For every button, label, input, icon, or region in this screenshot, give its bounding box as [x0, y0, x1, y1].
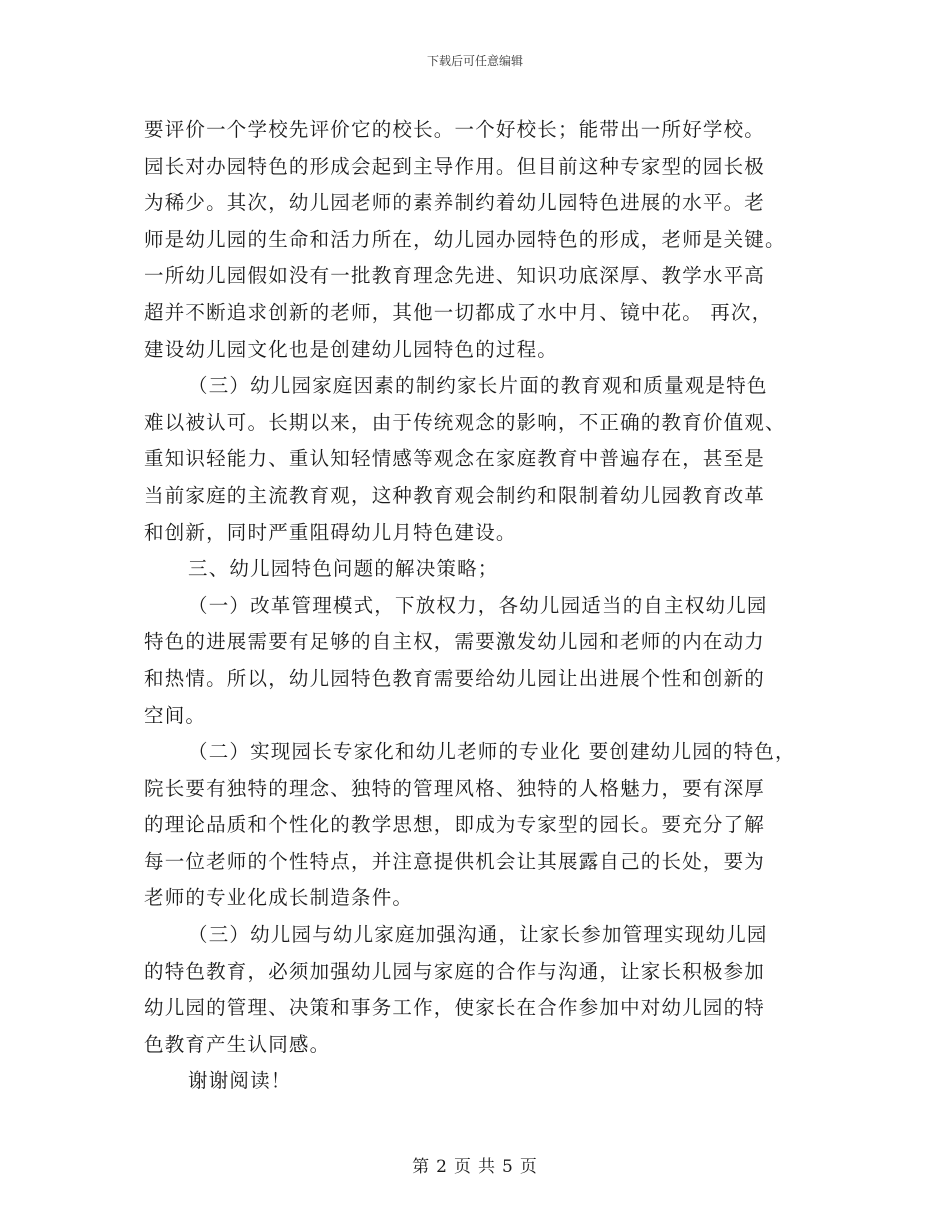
text-line: 重知识轻能力、重认知轻情感等观念在家庭教育中普遍存在，甚至是 [144, 447, 766, 471]
text-line: 当前家庭的主流教育观，这种教育观会制约和限制着幼儿园教育改革 [144, 483, 766, 507]
footer-prefix: 第 [412, 1157, 431, 1177]
total-pages-number: 5 [502, 1157, 514, 1177]
text-line: 特色的进展需要有足够的自主权，需要激发幼儿园和老师的内在动力 [144, 630, 766, 654]
paragraph-start-line: （二）实现园长专家化和幼儿老师的专业化 要创建幼儿园的特色， [188, 740, 796, 764]
footer-page-word: 页 [454, 1157, 472, 1177]
text-line: 要评价一个学校先评价它的校长。一个好校长；能带出一所好学校。 [144, 118, 766, 141]
text-line: 为稀少。其次，幼儿园老师的素养制约着幼儿园特色进展的水平。老 [144, 191, 766, 215]
text-line: 院长要有独特的理念、独特的管理风格、独特的人格魅力，要有深厚 [144, 776, 766, 800]
footer-total-word: 共 [478, 1157, 496, 1177]
closing-line: 谢谢阅读！ [188, 1069, 292, 1093]
text-line: 和创新，同时严重阻碍幼儿月特色建设。 [144, 520, 517, 544]
text-line: 每一位老师的个性特点，并注意提供机会让其展露自己的长处，要为 [144, 849, 766, 873]
text-line: 园长对办园特色的形成会起到主导作用。但目前这种专家型的园长极 [144, 154, 766, 178]
text-line: 的理论品质和个性化的教学思想，即成为专家型的园长。要充分了解 [144, 813, 766, 837]
text-line: 老师的专业化成长制造条件。 [144, 886, 414, 910]
text-line: 师是幼儿园的生命和活力所在，幼儿园办园特色的形成，老师是关键。 [144, 227, 786, 251]
section-heading: 三、幼儿园特色问题的解决策略； [188, 557, 499, 581]
paragraph-start-line: （三）幼儿园与幼儿家庭加强沟通，让家长参加管理实现幼儿园 [188, 923, 768, 947]
text-line: 一所幼儿园假如没有一批教育理念先进、知识功底深厚、教学水平高 [144, 264, 766, 288]
text-line: 和热情。所以，幼儿园特色教育需要给幼儿园让出进展个性和创新的 [144, 666, 766, 690]
page-footer [0, 1152, 950, 1177]
text-line: 幼儿园的管理、决策和事务工作，使家长在合作参加中对幼儿园的特 [144, 996, 766, 1020]
text-line: 的特色教育，必须加强幼儿园与家庭的合作与沟通，让家长积极参加 [144, 959, 766, 983]
text-line: 色教育产生认同感。 [144, 1032, 331, 1056]
paragraph-start-line: （一）改革管理模式，下放权力，各幼儿园适当的自主权幼儿园 [188, 593, 768, 617]
current-page-number: 2 [436, 1157, 448, 1177]
document-body [144, 112, 826, 1100]
text-line: 难以被认可。长期以来，由于传统观念的影响，不正确的教育价值观、 [144, 410, 786, 434]
footer-suffix: 页 [519, 1157, 538, 1177]
page-header: 下载后可任意编辑 [426, 54, 523, 68]
text-line: 超并不断追求创新的老师，其他一切都成了水中月、镜中花。 再次， [144, 300, 773, 324]
text-line: 空间。 [144, 703, 207, 727]
text-line: 建设幼儿园文化也是创建幼儿园特色的过程。 [144, 337, 559, 361]
paragraph-start-line: （三）幼儿园家庭因素的制约家长片面的教育观和质量观是特色 [188, 374, 768, 398]
